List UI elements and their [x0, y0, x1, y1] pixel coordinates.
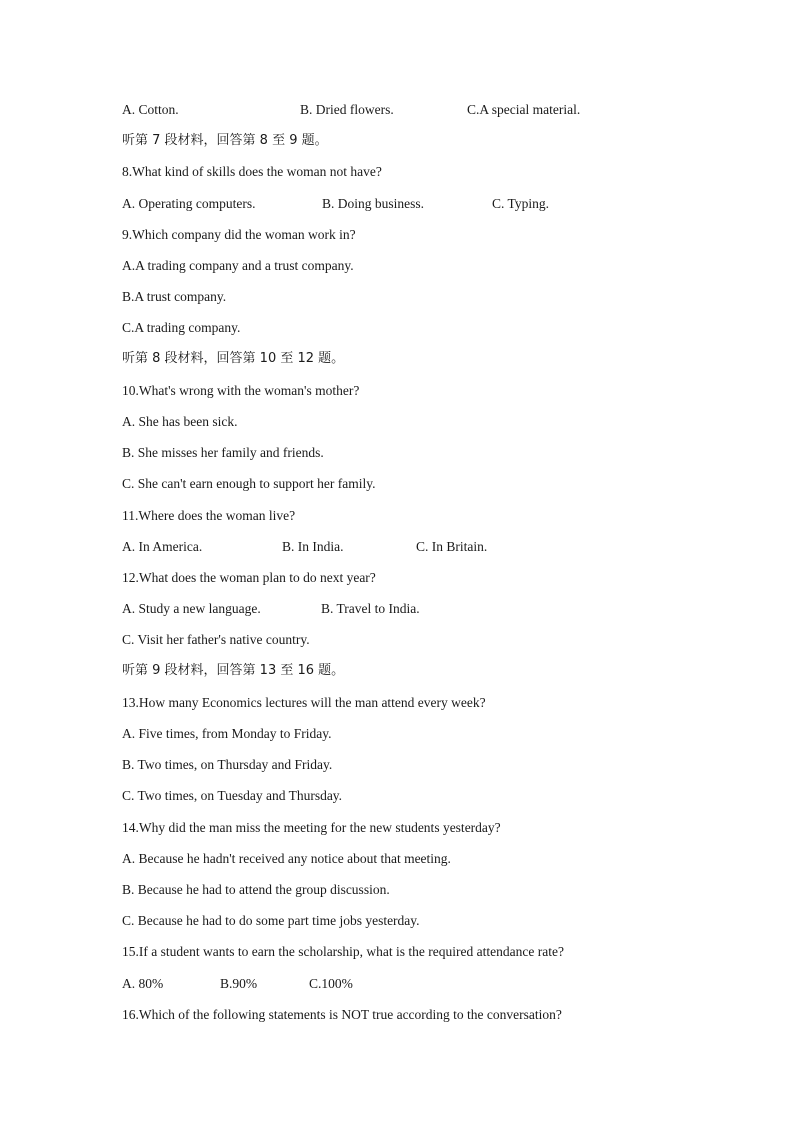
answer-option: B. Two times, on Thursday and Friday.	[122, 757, 333, 772]
option-c: C. In Britain.	[416, 539, 488, 554]
question-text: 12.What does the woman plan to do next year?	[122, 570, 376, 585]
question-text: 15.If a student wants to earn the scholarship, what is the required attendance rate?	[122, 944, 564, 959]
question-text: 11.Where does the woman live?	[122, 508, 296, 523]
answer-option: C. She can't earn enough to support her family.	[122, 476, 376, 491]
option-a: A. Study a new language.	[122, 601, 261, 616]
option-b: B. Dried flowers.	[300, 102, 394, 117]
option-a: A. In America.	[122, 539, 203, 554]
option-a: A. Cotton.	[122, 102, 179, 117]
section-heading: 听第 8 段材料，回答第 10 至 12 题。	[122, 351, 345, 366]
option-b: B.90%	[220, 976, 258, 991]
section-heading: 听第 9 段材料，回答第 13 至 16 题。	[122, 663, 345, 678]
option-b: B. Doing business.	[322, 196, 425, 211]
option-b: B. Travel to India.	[321, 601, 420, 616]
answer-option: A. She has been sick.	[122, 414, 238, 429]
question-text: 8.What kind of skills does the woman not have?	[122, 164, 382, 179]
question-text: 9.Which company did the woman work in?	[122, 227, 356, 242]
question-text: 10.What's wrong with the woman's mother?	[122, 383, 360, 398]
answer-option: C. Two times, on Tuesday and Thursday.	[122, 788, 343, 803]
option-b: B. In India.	[282, 539, 344, 554]
answer-option: B. She misses her family and friends.	[122, 445, 324, 460]
option-c: C.A special material.	[467, 102, 581, 117]
option-c: C.100%	[309, 976, 353, 991]
question-text: 16.Which of the following statements is NOT true according to the conversation?	[122, 1007, 562, 1022]
question-text: 13.How many Economics lectures will the man attend every week?	[122, 695, 486, 710]
answer-option: C. Because he had to do some part time jobs yesterday.	[122, 913, 420, 928]
answer-option: B. Because he had to attend the group discussion.	[122, 882, 390, 897]
answer-option: C.A trading company.	[122, 320, 241, 335]
option-c: C. Typing.	[492, 196, 549, 211]
option-a: A. Operating computers.	[122, 196, 256, 211]
answer-option: C. Visit her father's native country.	[122, 632, 310, 647]
answer-option: A. Five times, from Monday to Friday.	[122, 726, 332, 741]
answer-option: A. Because he hadn't received any notice about that meeting.	[122, 851, 451, 866]
section-heading: 听第 7 段材料，回答第 8 至 9 题。	[122, 133, 328, 148]
option-a: A. 80%	[122, 976, 164, 991]
answer-option: B.A trust company.	[122, 289, 227, 304]
answer-option: A.A trading company and a trust company.	[122, 258, 354, 273]
question-text: 14.Why did the man miss the meeting for the new students yesterday?	[122, 820, 501, 835]
